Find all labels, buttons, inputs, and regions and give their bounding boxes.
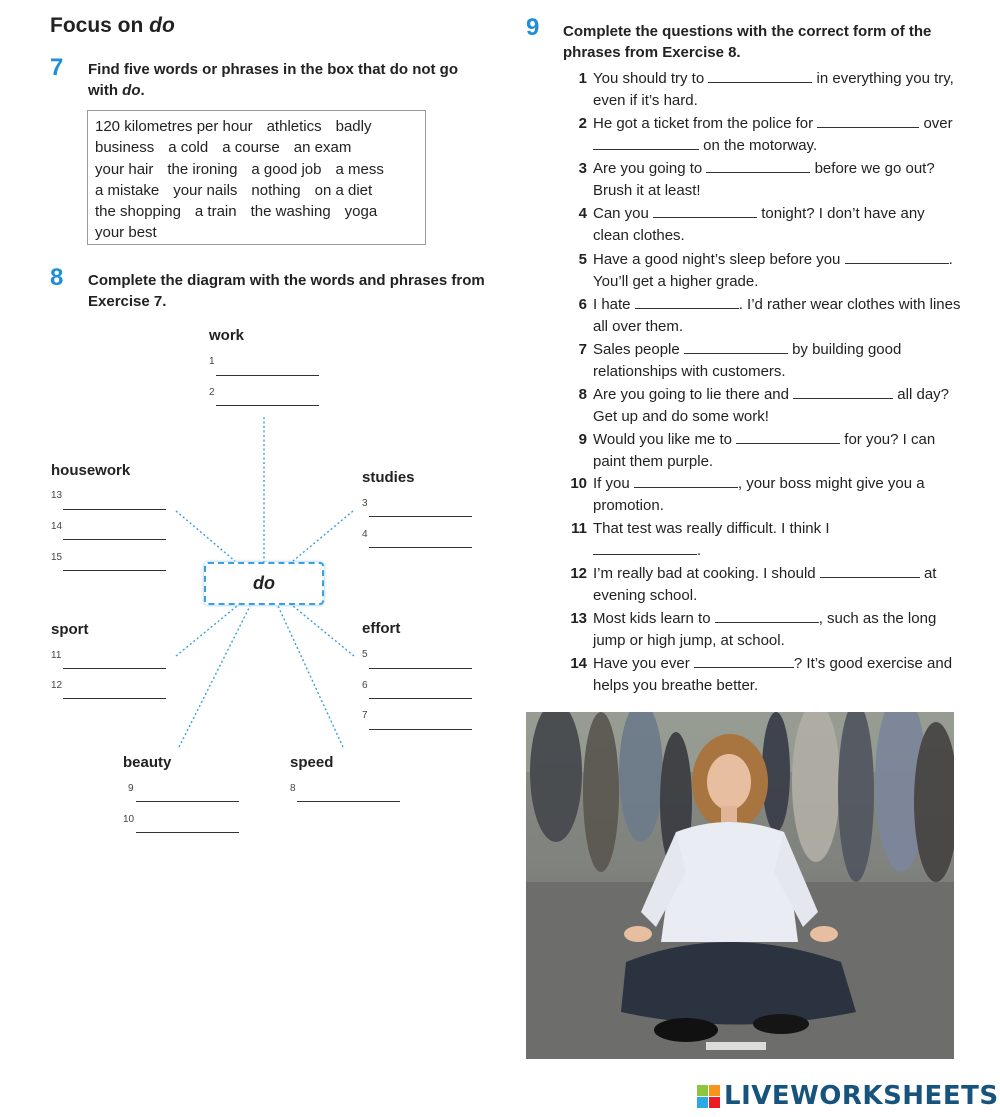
question-blank[interactable] [593,135,699,150]
blank-number: 15 [51,552,63,563]
blank-number: 10 [123,814,135,825]
category-studies: studies [362,469,415,486]
blank-number: 11 [51,650,62,661]
diagram-center-do: do [204,562,324,605]
word-box-line: 120 kilometres per hour athletics badly [95,118,372,135]
answer-blank-8[interactable] [297,801,400,802]
answer-blank-15[interactable] [63,570,166,571]
word-box-line: the shopping a train the washing yoga [95,203,378,221]
category-effort: effort [362,620,401,637]
answer-blank-6[interactable] [369,698,472,699]
word-box-line: business a cold a course an exam [95,139,352,157]
blank-number: 4 [362,529,368,540]
page-title: Focus on do [50,14,175,37]
exercise-9-number: 9 [526,14,540,41]
meditation-photo-drawing [526,712,954,1059]
answer-blank-11[interactable] [63,668,166,669]
word-box-line: a mistake your nails nothing on a diet [95,181,373,199]
answer-blank-3[interactable] [369,516,472,517]
exercise-7-number: 7 [50,54,64,81]
blank-number: 6 [362,680,368,691]
question-blank[interactable] [715,608,819,623]
meditation-photo [526,712,954,1059]
blank-number: 12 [51,680,63,691]
blank-number: 5 [362,649,368,660]
question-blank[interactable] [694,653,794,668]
blank-number: 3 [362,498,368,509]
answer-blank-4[interactable] [369,547,472,548]
exercise-9-heading: Complete the questions with the correct form of the phrases from Exercise 8. [563,23,932,61]
logo-mark-icon [697,1085,720,1108]
answer-blank-14[interactable] [63,539,166,540]
question-blank[interactable] [708,68,812,83]
connector-studies [293,511,353,561]
word-box-line: your best [95,224,157,242]
question-blank[interactable] [706,158,810,173]
question-blank[interactable] [634,473,738,488]
question-blank[interactable] [635,294,739,309]
answer-blank-7[interactable] [369,729,472,730]
logo-text: LIVEWORKSHEETS [724,1081,999,1111]
blank-number: 14 [51,521,63,532]
question-blank[interactable] [653,203,757,218]
question-blank[interactable] [817,113,919,128]
answer-blank-12[interactable] [63,698,166,699]
exercise-8-number: 8 [50,264,64,291]
question-blank[interactable] [845,249,949,264]
category-sport: sport [51,621,89,638]
question-blank[interactable] [593,540,697,555]
exercise-7-heading: Find five words or phrases in the box that do not go with do. [88,61,459,99]
answer-blank-13[interactable] [63,509,166,510]
exercise-8-heading: Complete the diagram with the words and phrases from Exercise 7. [88,272,485,310]
blank-number: 2 [209,387,215,398]
connector-speed [278,606,343,747]
answer-blank-1[interactable] [216,375,319,376]
word-box-line: your hair the ironing a good job a mess [95,160,384,178]
blank-number: 13 [51,490,63,501]
category-beauty: beauty [123,754,172,771]
question-blank[interactable] [684,339,788,354]
category-speed: speed [290,754,334,771]
question-blank[interactable] [820,563,920,578]
answer-blank-5[interactable] [369,668,472,669]
connector-housework [176,511,235,561]
answer-blank-2[interactable] [216,405,319,406]
connector-effort [293,606,354,656]
connector-beauty [179,606,250,747]
blank-number: 1 [209,356,215,367]
liveworksheets-logo [697,1081,997,1111]
blank-number: 9 [128,783,134,794]
category-work: work [209,327,245,344]
question-blank[interactable] [736,429,840,444]
blank-number: 7 [362,710,368,721]
category-housework: housework [51,462,131,479]
diagram-connectors [0,0,520,860]
answer-blank-10[interactable] [136,832,239,833]
blank-number: 8 [290,783,296,794]
answer-blank-9[interactable] [136,801,239,802]
question-blank[interactable] [793,384,893,399]
